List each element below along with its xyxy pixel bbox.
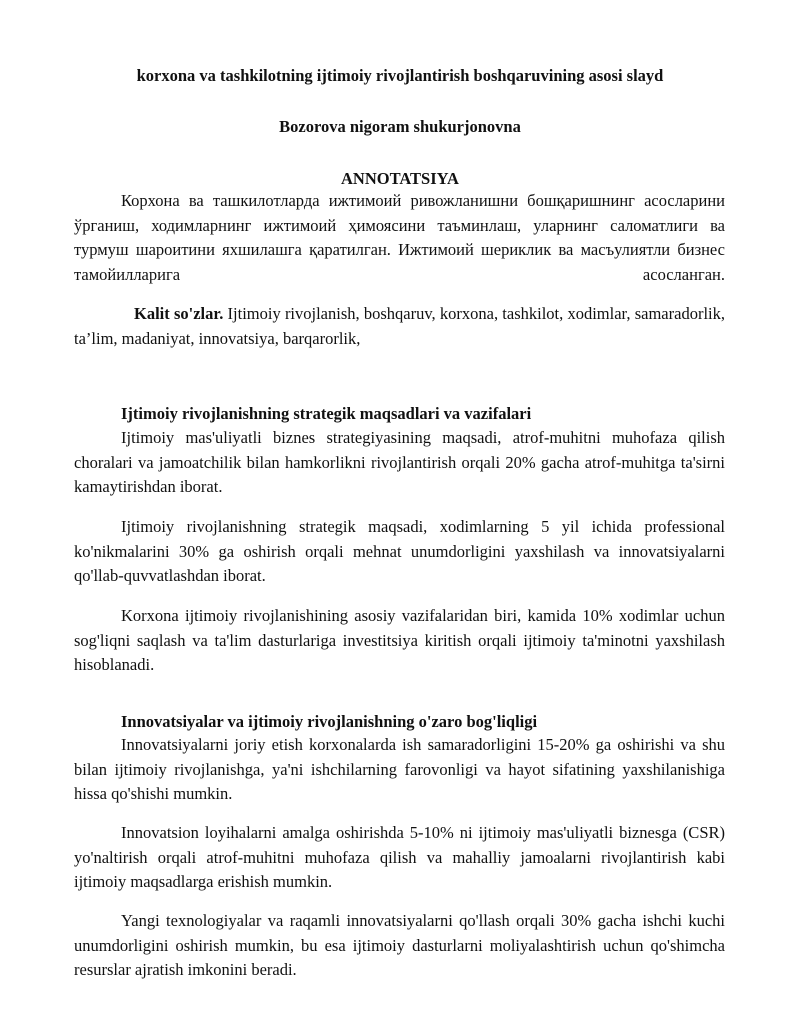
keywords-text: Ijtimoiy rivojlanish, boshqaruv, korxona, tashkilot, xodimlar, samaradorlik, ta’lim, madaniyat, innovatsiya, barqarorlik, — [74, 304, 725, 348]
keywords-label: Kalit so'zlar. — [134, 304, 224, 323]
section-heading: Innovatsiyalar va ijtimoiy rivojlanishning o'zaro bog'liqligi — [121, 712, 538, 731]
annotation-heading: ANNOTATSIYA — [341, 169, 459, 188]
section-paragraph: Yangi texnologiyalar va raqamli innovatsiyalarni qo'llash orqali 30% gacha ishchi kuchi unumdorligini oshirish mumkin, bu esa ijtimoiy dasturlarni moliyalashtirish uchun qo'shimcha resurslar ajratish imkonini beradi. — [74, 911, 725, 979]
annotation-paragraph: Корхона ва ташкилотларда ижтимоий ривожланишни бошқаришнинг асосларини ўрганиш, ходимларнинг ижтимоий ҳимоясини таъминлаш, уларнинг саломатлиги ва турмуш шароитини яхшилашга қаратилган. Ижтимоий шериклик ва масъулиятли бизнес тамойилларига асосланган. — [74, 191, 725, 284]
document-title: korxona va tashkilotning ijtimoiy rivojlantirish boshqaruvining asosi slayd — [136, 66, 664, 85]
section-paragraph: Ijtimoiy rivojlanishning strategik maqsadi, xodimlarning 5 yil ichida professional ko'nikmalarini 30% ga oshirish orqali mehnat unumdorligini yaxshilash va innovatsiyalarni qo'llab-quvvatlashdan iborat. — [74, 517, 725, 585]
section-heading: Ijtimoiy rivojlanishning strategik maqsadlari va vazifalari — [121, 404, 532, 423]
section-paragraph: Innovatsion loyihalarni amalga oshirishda 5-10% ni ijtimoiy mas'uliyatli biznesga (CSR) yo'naltirish orqali atrof-muhitni muhofaza qilish va mahalliy jamoalarni rivojlantirish kabi ijtimoiy maqsadlarga erishish mumkin. — [74, 823, 725, 891]
section-paragraph: Ijtimoiy mas'uliyatli biznes strategiyasining maqsadi, atrof-muhitni muhofaza qilish choralari va jamoatchilik bilan hamkorlikni rivojlantirish orqali 20% gacha atrof-muhitga ta'sirni kamaytirishdan iborat. — [74, 428, 725, 496]
section-paragraph: Korxona ijtimoiy rivojlanishining asosiy vazifalaridan biri, kamida 10% xodimlar uchun sog'liqni saqlash va ta'lim dasturlariga investitsiya kiritish orqali ijtimoiy ta'minotni yaxshilash hisoblanadi. — [74, 606, 725, 674]
author-name: Bozorova nigoram shukurjonovna — [279, 117, 521, 136]
keywords-paragraph — [74, 302, 725, 351]
section-paragraph: Innovatsiyalarni joriy etish korxonalarda ish samaradorligini 15-20% ga oshirishi va shu bilan ijtimoiy rivojlanishga, ya'ni ishchilarning farovonligi va hayot sifatining yaxshilanishiga hissa qo'shishi mumkin. — [74, 735, 725, 803]
